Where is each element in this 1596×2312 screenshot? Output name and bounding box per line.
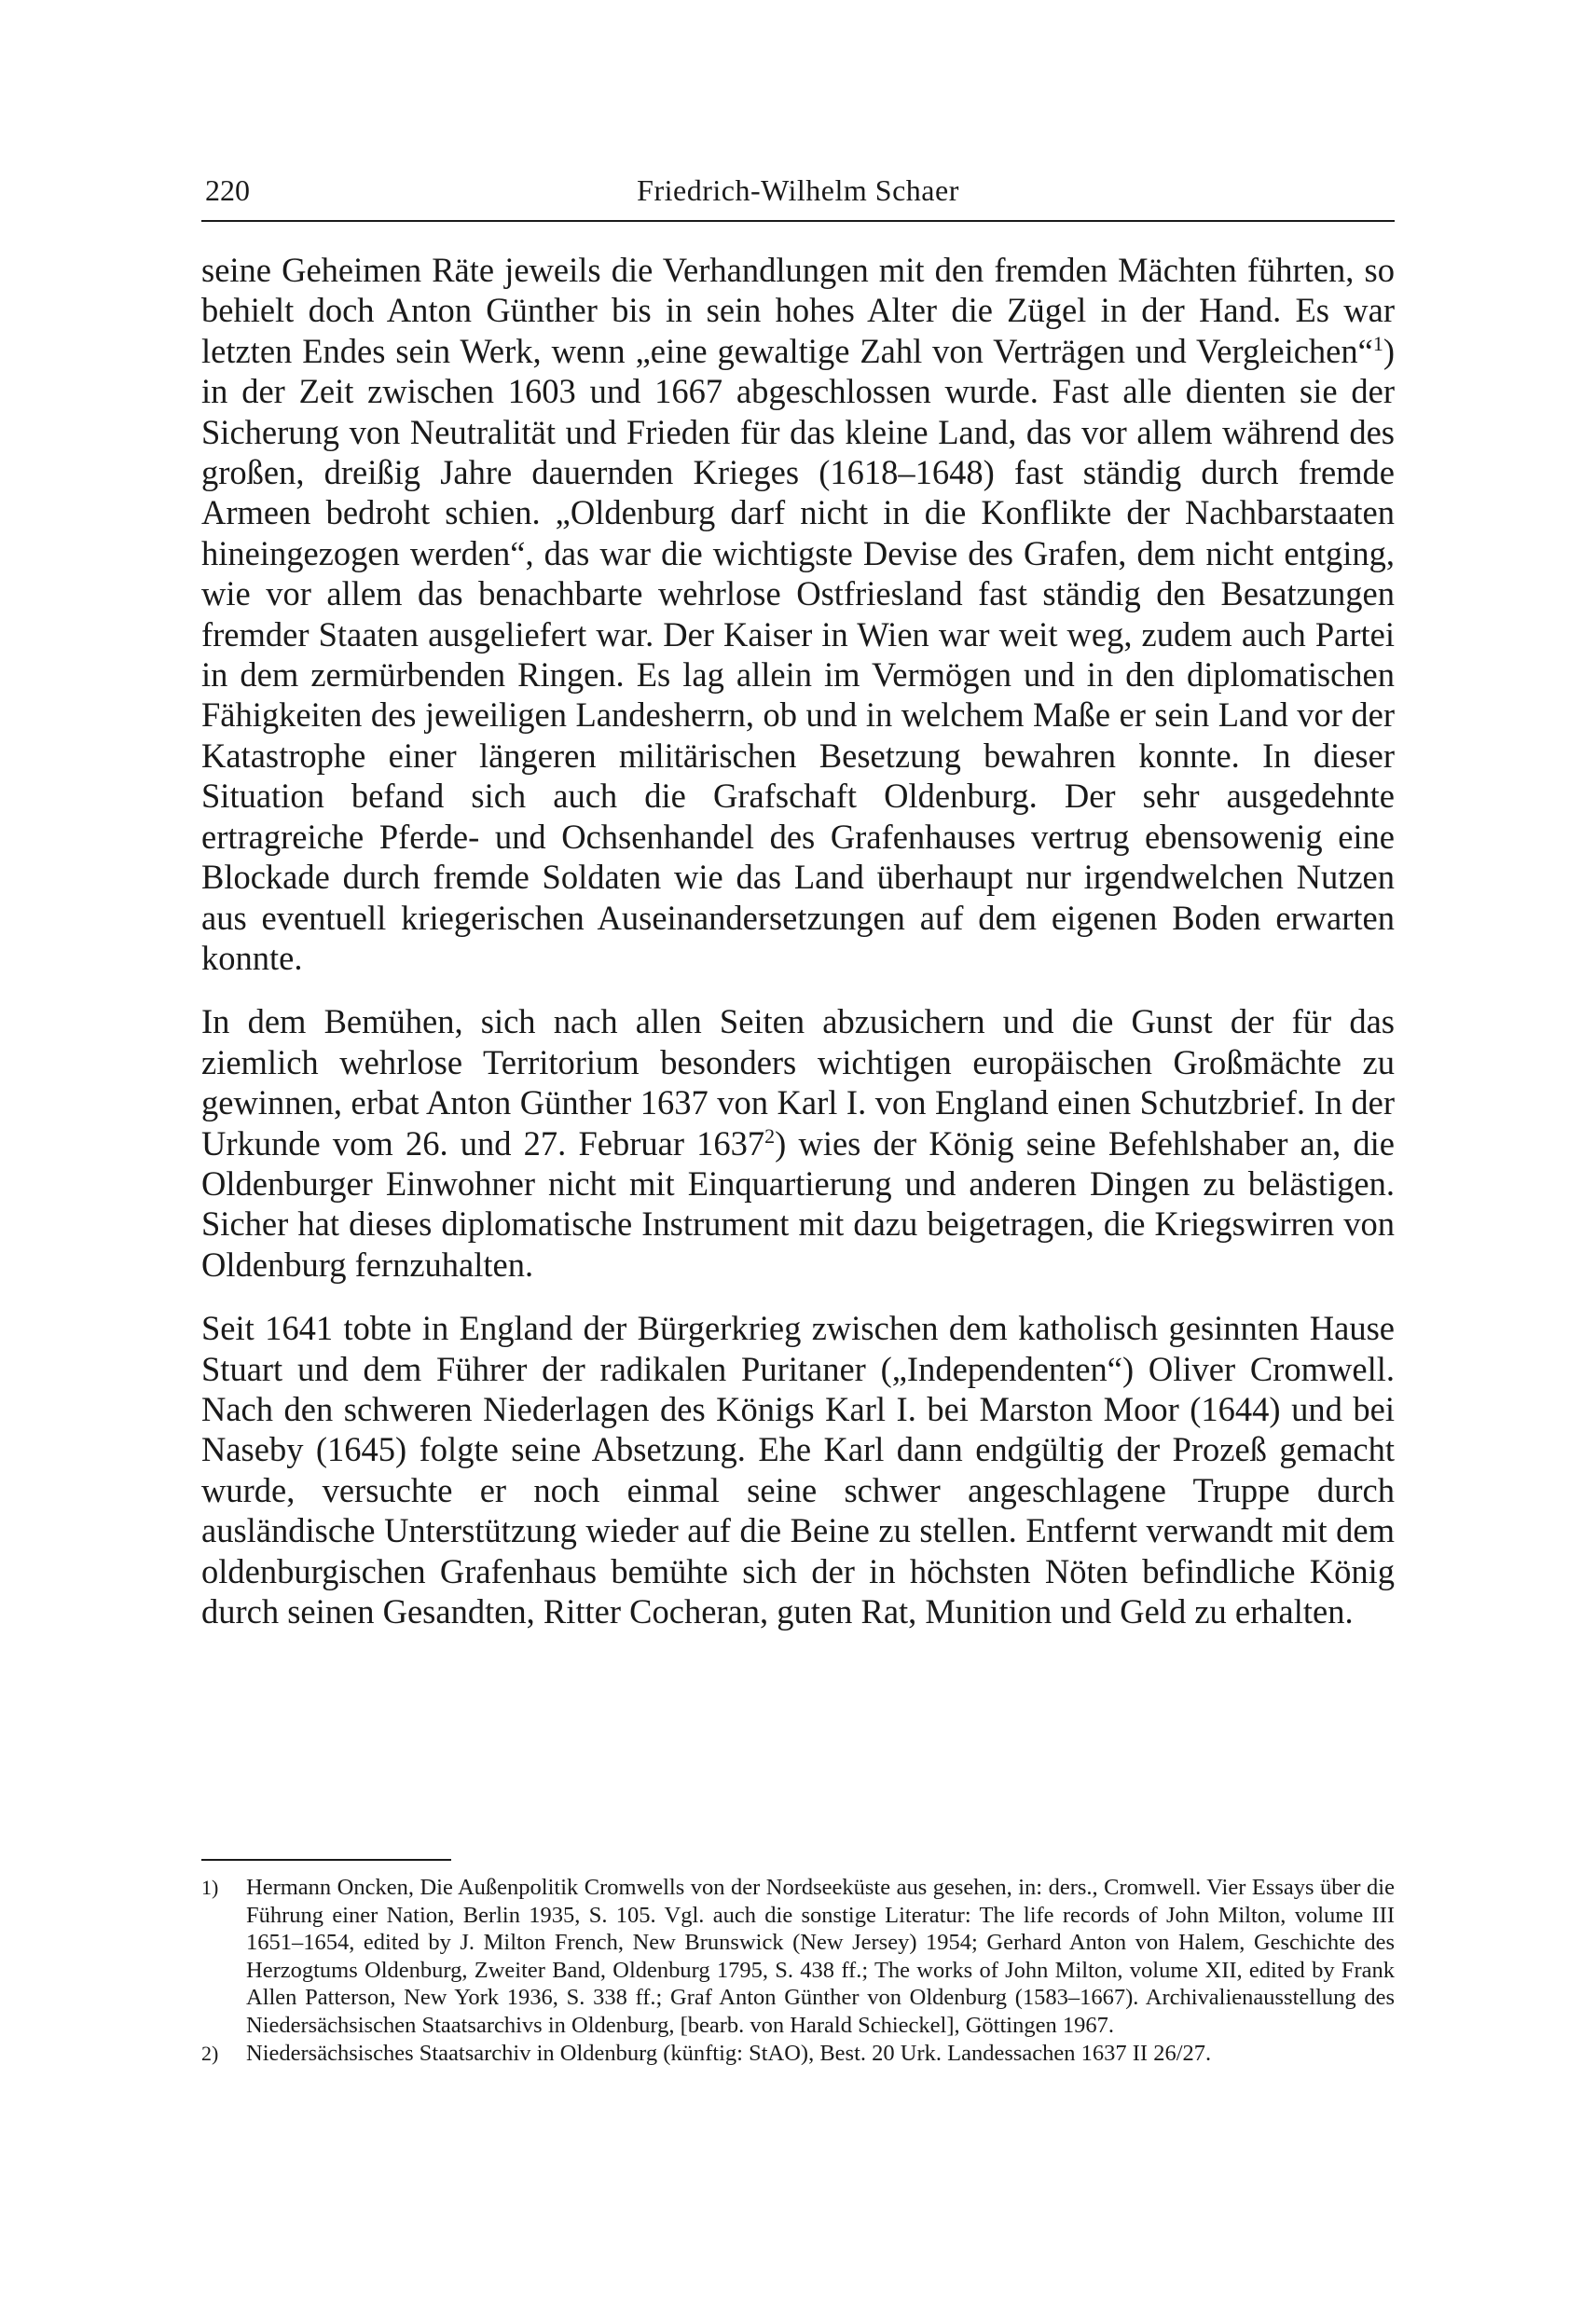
footnote-ref-1[interactable]: 1 [1372,331,1383,355]
footnotes [201,1874,1395,2067]
running-head [201,166,1395,213]
body-text [201,250,1395,1655]
paragraph-2 [201,1001,1395,1285]
paragraph-2-part-a: In dem Bemühen, sich nach allen Seiten abzusichern und die Gunst der für das ziemlich wehrlose Territorium besonders wichtigen europäischen Großmächte zu gewinnen, erbat Anton Günther 1637 von Karl I. von England einen Schutzbrief. In der Urkunde vom 26. und 27. Februar 1637 [201,1002,1395,1163]
footnote-2-mark: 2) [201,2041,219,2065]
footnote-1-text: Hermann Oncken, Die Außenpolitik Cromwells von der Nordseeküste aus gesehen, in: ders., Cromwell. Vier Essays über die Führung einer Nation, Berlin 1935, S. 105. Vgl. auch die sonstige Literatur: The life records of John Milton, volume III 1651–1654, edited by J. Milton French, New Brunswick (New Jersey) 1954; Gerhard Anton von Halem, Geschichte des Herzogtums Oldenburg, Zweiter Band, Oldenburg 1795, S. 438 ff.; The works of John Milton, volume XII, edited by Frank Allen Patterson, New York 1936, S. 338 ff.; Graf Anton Günther von Oldenburg (1583–1667). Archivalienausstellung des Niedersächsischen Staatsarchivs in Oldenburg, [bearb. von Harald Schieckel], Göttingen 1967. [246,1875,1395,2038]
header-rule [201,220,1395,222]
paragraph-1 [201,250,1395,978]
footnote-rule [201,1859,451,1861]
footnote-1-mark: 1) [201,1876,219,1899]
footnote-ref-2[interactable]: 2 [764,1123,776,1148]
footnote-2-text: Niedersächsisches Staatsarchiv in Oldenburg (künftig: StAO), Best. 20 Urk. Landessachen 1637 II 26/27. [246,2040,1212,2066]
footnote-2 [201,2040,1395,2068]
footnote-1 [201,1874,1395,2040]
paragraph-2-part-b: ) wies der König seine Befehlshaber an, die Oldenburger Einwohner nicht mit Einquartierung und anderen Dingen zu belästigen. Sicher hat dieses diplomatische Instrument mit dazu beigetragen, die Kriegswirren von Oldenburg fernzuhalten. [201,1123,1395,1284]
running-title: Friedrich-Wilhelm Schaer [637,173,959,207]
paragraph-3: Seit 1641 tobte in England der Bürgerkrieg zwischen dem katholisch gesinnten Hause Stuart und dem Führer der radikalen Puritaner („Independenten“) Oliver Cromwell. Nach den schweren Niederlagen des Königs Karl I. bei Marston Moor (1644) und bei Naseby (1645) folgte seine Absetzung. Ehe Karl dann endgültig der Prozeß gemacht wurde, versuchte er noch einmal seine schwer angeschlagene Truppe durch ausländische Unterstützung wieder auf die Beine zu stellen. Entfernt verwandt mit dem oldenburgischen Grafenhaus bemühte sich der in höchsten Nöten befindliche König durch seinen Gesandten, Ritter Cocheran, guten Rat, Munition und Geld zu erhalten. [201,1309,1395,1631]
paragraph-1-part-b: ) in der Zeit zwischen 1603 und 1667 abgeschlossen wurde. Fast alle dienten sie der Sicherung von Neutralität und Frieden für das kleine Land, das vor allem während des großen, dreißig Jahre dauernden Krieges (1618–1648) fast ständig durch fremde Armeen bedroht schien. „Oldenburg darf nicht in die Konflikte der Nachbarstaaten hineingezogen werden“, das war die wichtigste Devise des Grafen, dem nicht entging, wie vor allem das benachbarte wehrlose Ostfriesland fast ständig den Besatzungen fremder Staaten ausgeliefert war. Der Kaiser in Wien war weit weg, zudem auch Partei in dem zermürbenden Ringen. Es lag allein im Vermögen und in den diplomatischen Fähigkeiten des jeweiligen Landesherrn, ob und in welchem Maße er sein Land vor der Katastrophe einer längeren militärischen Besetzung bewahren konnte. In dieser Situation befand sich auch die Grafschaft Oldenburg. Der sehr ausgedehnte ertragreiche Pferde- und Ochsenhandel des Grafenhauses vertrug ebensowenig eine Blockade durch fremde Soldaten wie das Land überhaupt nur irgendwelchen Nutzen aus eventuell kriegerischen Auseinandersetzungen auf dem eigenen Boden erwarten konnte. [201,331,1395,977]
paragraph-1-part-a: seine Geheimen Räte jeweils die Verhandlungen mit den fremden Mächten führten, so behielt doch Anton Günther bis in sein hohes Alter die Zügel in der Hand. Es war letzten Endes sein Werk, wenn „eine gewaltige Zahl von Verträgen und Vergleichen“ [201,251,1395,370]
page-number: 220 [205,173,250,207]
